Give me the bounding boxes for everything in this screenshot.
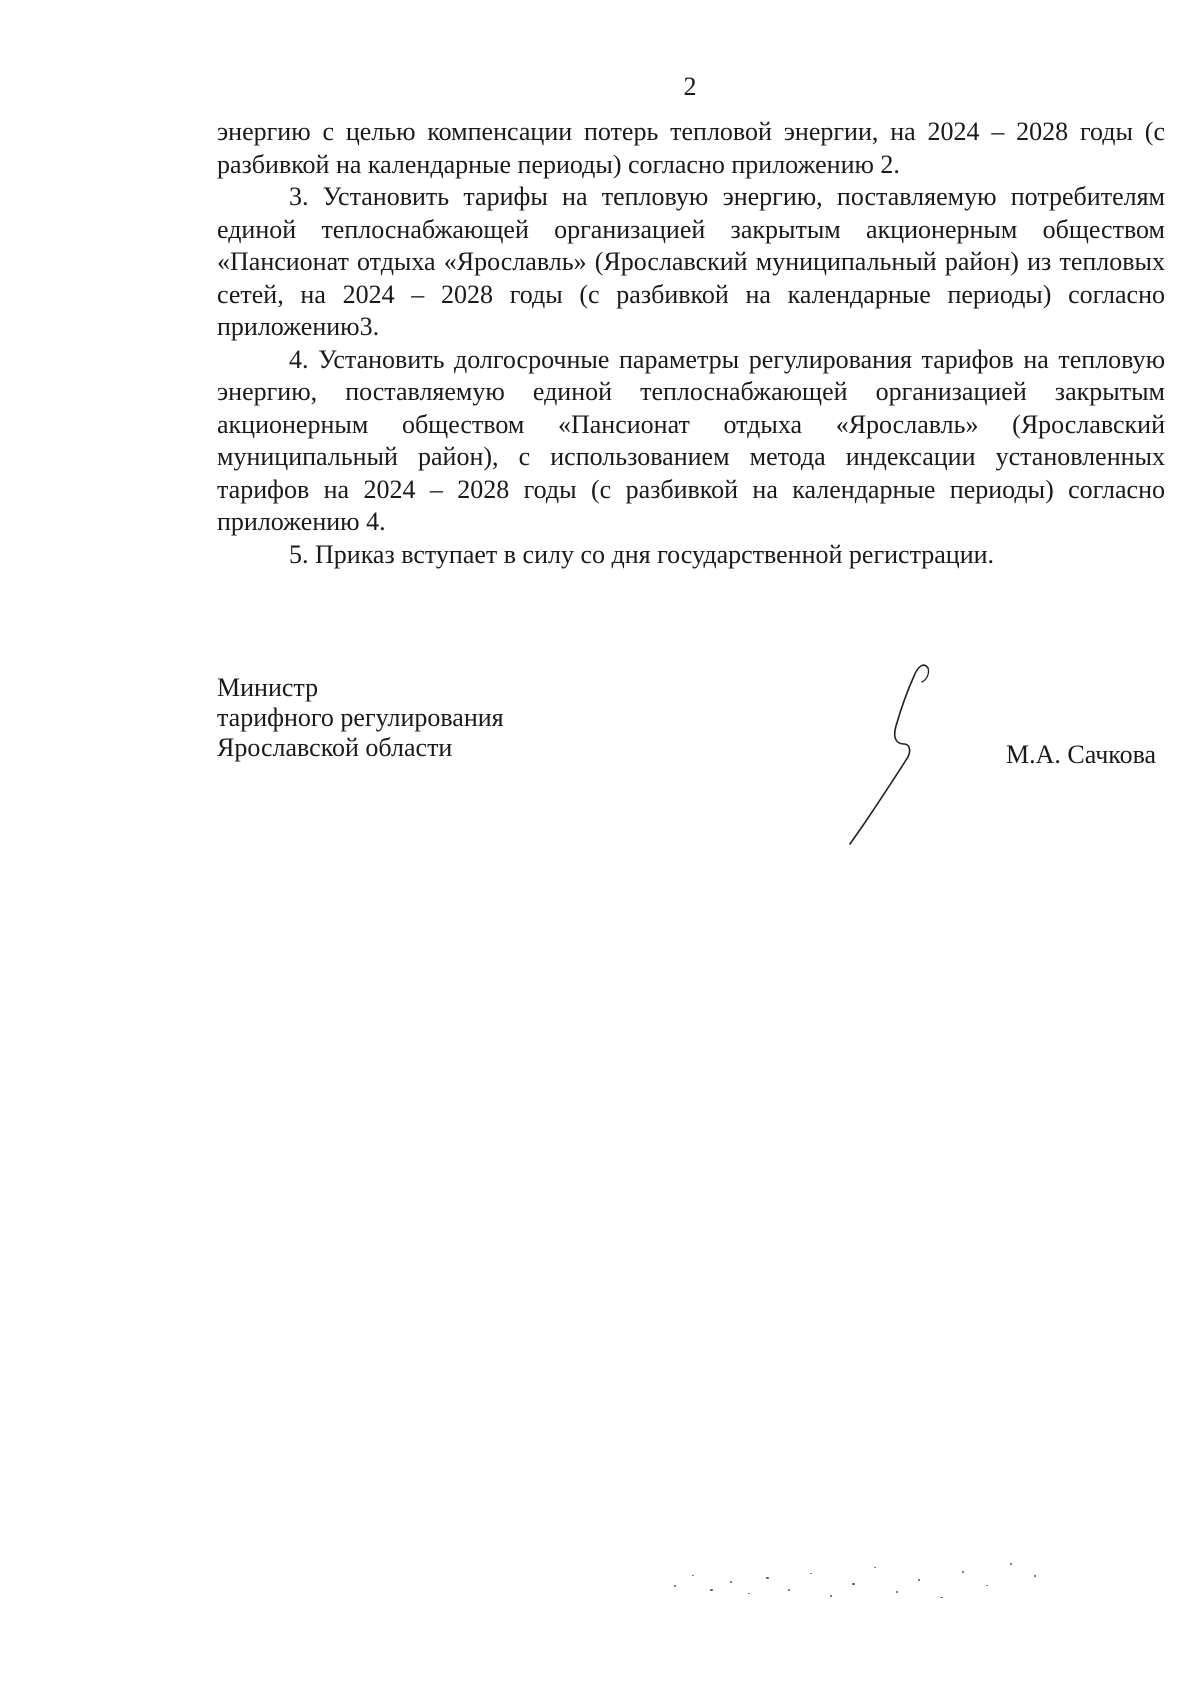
scan-noise	[670, 1545, 1060, 1615]
signer-name: М.А. Сачкова	[1006, 740, 1157, 769]
signatory-title-line: тарифного регулирования	[217, 703, 504, 732]
signatory-title-line: Ярославской области	[217, 733, 453, 762]
paragraph-continuation: энергию с целью компенсации потерь тепловой энергии, на 2024 – 2028 годы (с разбивкой на календарные периоды) согласно приложению 2.	[217, 117, 1165, 179]
paragraph-item-3: 3. Установить тарифы на тепловую энергию, поставляемую потребителям единой теплоснабжающей организацией закрытым акционерным обществом «Пансионат отдыха «Ярославль» (Ярославский муниципальный район) из тепловых сетей, на 2024 – 2028 годы (с разбивкой на календарные периоды) согласно приложению3.	[217, 182, 1165, 341]
signatory-title-line: Министр	[217, 673, 319, 702]
handwritten-signature	[840, 660, 950, 850]
page-number: 2	[683, 72, 697, 101]
paragraph-item-5: 5. Приказ вступает в силу со дня государственной регистрации.	[289, 539, 995, 569]
document-body	[217, 116, 1165, 571]
signatory-title	[217, 673, 504, 763]
paragraph-item-4: 4. Установить долгосрочные параметры регулирования тарифов на тепловую энергию, поставляемую единой теплоснабжающей организацией закрытым акционерным обществом «Пансионат отдыха «Ярославль» (Ярославский муниципальный район), с использованием метода индексации установленных тарифов на 2024 – 2028 годы (с разбивкой на календарные периоды) согласно приложению 4.	[217, 344, 1165, 536]
